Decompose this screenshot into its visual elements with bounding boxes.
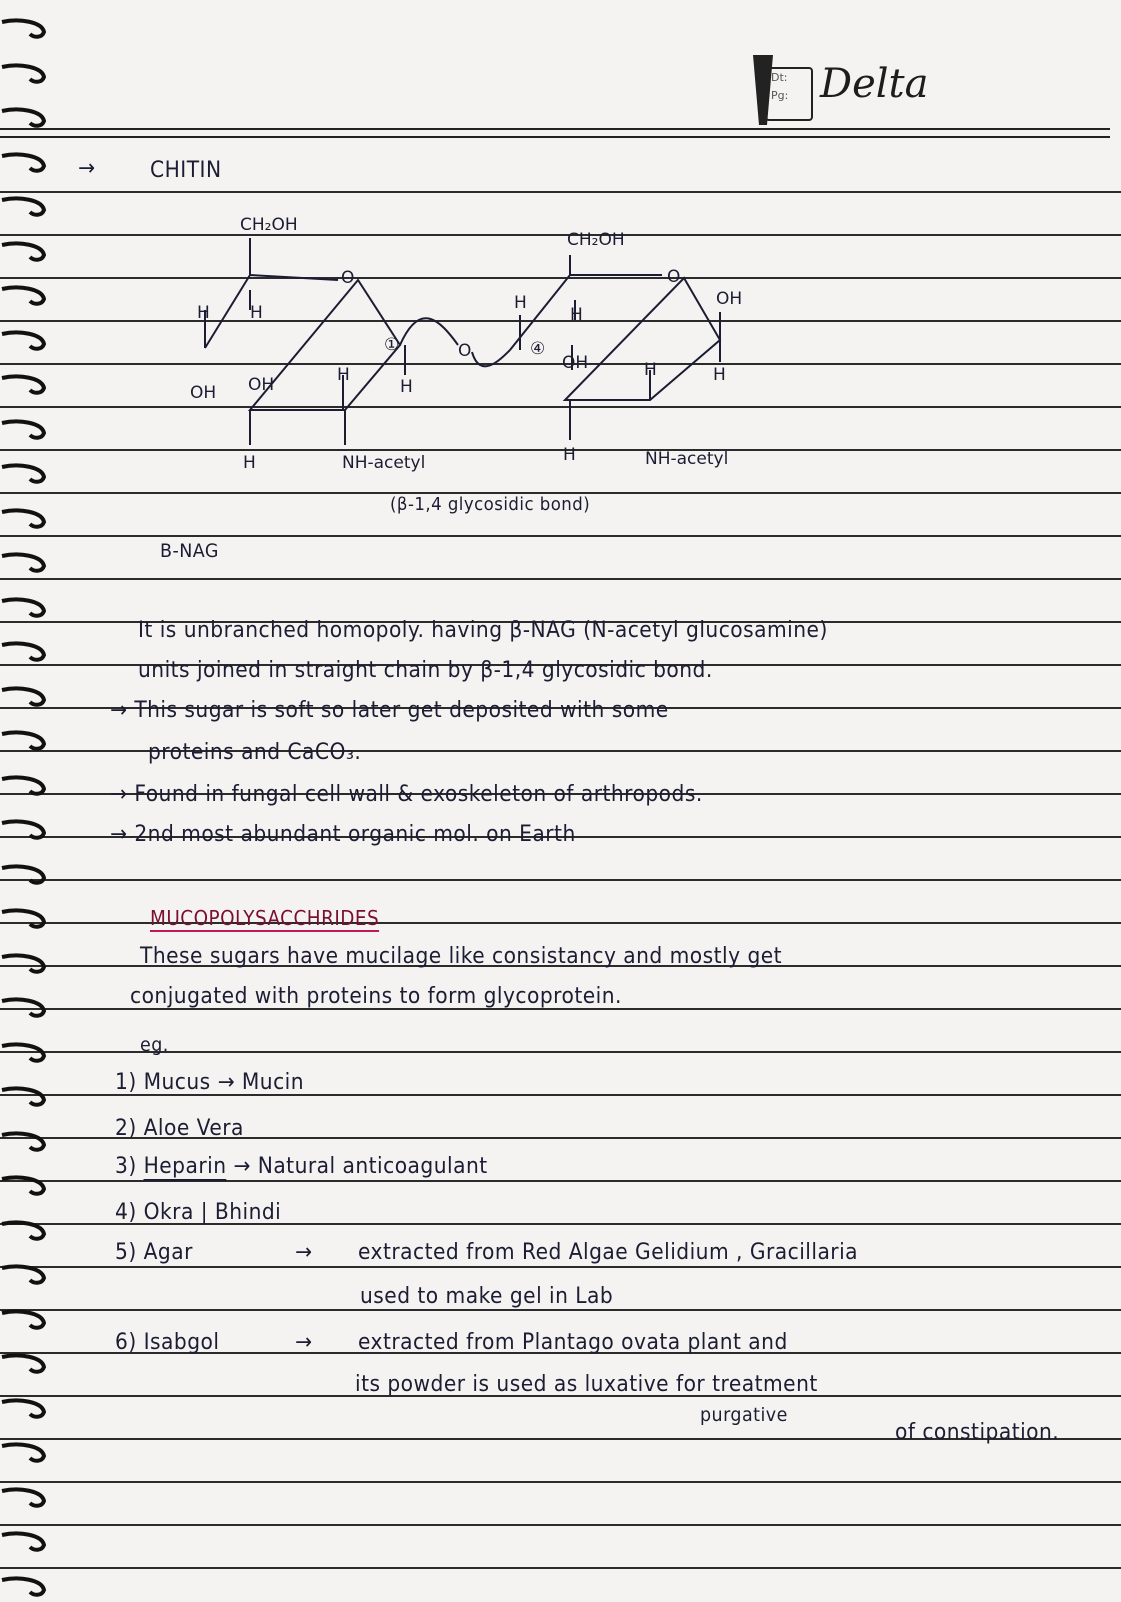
list-item: 4) Okra | Bhindi xyxy=(115,1200,282,1225)
label-nh-acetyl: NH-acetyl xyxy=(645,449,729,469)
spiral-ring xyxy=(0,597,48,619)
label-oh: OH xyxy=(562,353,589,373)
spiral-ring xyxy=(0,1264,48,1286)
label-h: H xyxy=(337,365,350,385)
label-h: H xyxy=(514,293,527,313)
spiral-ring xyxy=(0,552,48,574)
spiral-ring xyxy=(0,1042,48,1064)
list-item xyxy=(115,1330,219,1355)
spiral-ring xyxy=(0,1487,48,1509)
spiral-ring xyxy=(0,864,48,886)
chitin-text-line: → Found in fungal cell wall & exoskeleton of arthropods. xyxy=(110,782,703,807)
arrow: → xyxy=(295,1240,313,1265)
list-item: 2) Aloe Vera xyxy=(115,1116,244,1141)
spiral-ring xyxy=(0,1086,48,1108)
label-ch2oh: CH₂OH xyxy=(240,215,298,235)
label-h: H xyxy=(563,445,576,465)
spiral-ring xyxy=(0,1131,48,1153)
item-detail: its powder is used as luxative for treatment xyxy=(355,1372,818,1397)
spiral-ring xyxy=(0,908,48,930)
spiral-ring xyxy=(0,1220,48,1242)
spiral-ring xyxy=(0,1531,48,1553)
spiral-ring xyxy=(0,819,48,841)
spiral-ring xyxy=(0,641,48,663)
bond-caption: (β-1,4 glycosidic bond) xyxy=(390,494,591,515)
muco-desc-line: These sugars have mucilage like consistancy and mostly get xyxy=(140,944,783,969)
list-item xyxy=(115,1240,193,1265)
chitin-structure-diagram xyxy=(0,0,1121,520)
item-detail: extracted from Red Algae Gelidium , Gracillaria xyxy=(358,1240,859,1265)
item-number: 3) xyxy=(115,1154,144,1179)
item-detail: of constipation. xyxy=(895,1420,1060,1445)
ring-1 xyxy=(205,275,400,410)
spiral-ring xyxy=(0,775,48,797)
label-ch2oh: CH₂OH xyxy=(567,230,625,250)
label-h: H xyxy=(197,303,210,323)
page-label: Pg: xyxy=(771,89,789,102)
label-oh: OH xyxy=(248,375,275,395)
chitin-text-line: units joined in straight chain by β-1,4 glycosidic bond. xyxy=(138,658,713,683)
label-oh: OH xyxy=(716,289,743,309)
list-item: 1) Mucus → Mucin xyxy=(115,1070,305,1095)
chitin-text-line: → This sugar is soft so later get deposited with some xyxy=(110,698,669,723)
item-detail: extracted from Plantago ovata plant and xyxy=(358,1330,788,1355)
arrow: → xyxy=(295,1330,313,1355)
label-c4-marker: ④ xyxy=(530,339,546,359)
label-h: H xyxy=(713,365,726,385)
spiral-ring xyxy=(0,997,48,1019)
label-h: H xyxy=(250,303,263,323)
label-h: H xyxy=(644,360,657,380)
item-detail: used to make gel in Lab xyxy=(360,1284,614,1309)
item-number: 5) xyxy=(115,1240,144,1265)
item-name: Agar xyxy=(143,1240,193,1265)
item-detail: → Natural anticoagulant xyxy=(226,1154,488,1179)
spiral-ring xyxy=(0,686,48,708)
muco-desc-line: conjugated with proteins to form glycoprotein. xyxy=(130,984,622,1009)
glycosidic-link xyxy=(400,318,510,366)
spiral-ring xyxy=(0,1353,48,1375)
spiral-ring xyxy=(0,1309,48,1331)
chitin-text-line: proteins and CaCO₃. xyxy=(148,740,362,765)
logo-wordmark: Delta xyxy=(820,61,929,107)
section-title-chitin: CHITIN xyxy=(150,158,222,183)
monomer-label: B-NAG xyxy=(160,540,219,562)
spiral-ring xyxy=(0,1442,48,1464)
arrow-bullet: → xyxy=(78,156,96,181)
label-ring-oxygen: O xyxy=(341,268,355,288)
label-h: H xyxy=(570,305,583,325)
item-number: 6) xyxy=(115,1330,144,1355)
label-oh: OH xyxy=(190,383,217,403)
label-c1-marker: ① xyxy=(384,335,400,355)
list-item xyxy=(115,1154,488,1179)
label-h: H xyxy=(400,377,413,397)
chitin-text-line: → 2nd most abundant organic mol. on Earth xyxy=(110,822,576,847)
label-link-oxygen: O xyxy=(458,341,472,361)
example-label: eg. xyxy=(140,1034,169,1056)
spiral-ring xyxy=(0,953,48,975)
spiral-ring xyxy=(0,730,48,752)
ring-2 xyxy=(510,275,720,400)
spiral-ring xyxy=(0,1398,48,1420)
label-nh-acetyl: NH-acetyl xyxy=(342,453,426,473)
item-name: Isabgol xyxy=(143,1330,220,1355)
date-label: Dt: xyxy=(771,71,788,84)
spiral-ring xyxy=(0,1175,48,1197)
item-note: purgative xyxy=(700,1404,788,1426)
label-ring-oxygen: O xyxy=(667,267,681,287)
label-h: H xyxy=(243,453,256,473)
spiral-ring xyxy=(0,1576,48,1598)
chitin-text-line: It is unbranched homopoly. having β-NAG (N-acetyl glucosamine) xyxy=(138,618,828,643)
section-title-mucopolysaccharides: MUCOPOLYSACCHRIDES xyxy=(150,906,380,930)
item-name: Heparin xyxy=(143,1154,227,1179)
